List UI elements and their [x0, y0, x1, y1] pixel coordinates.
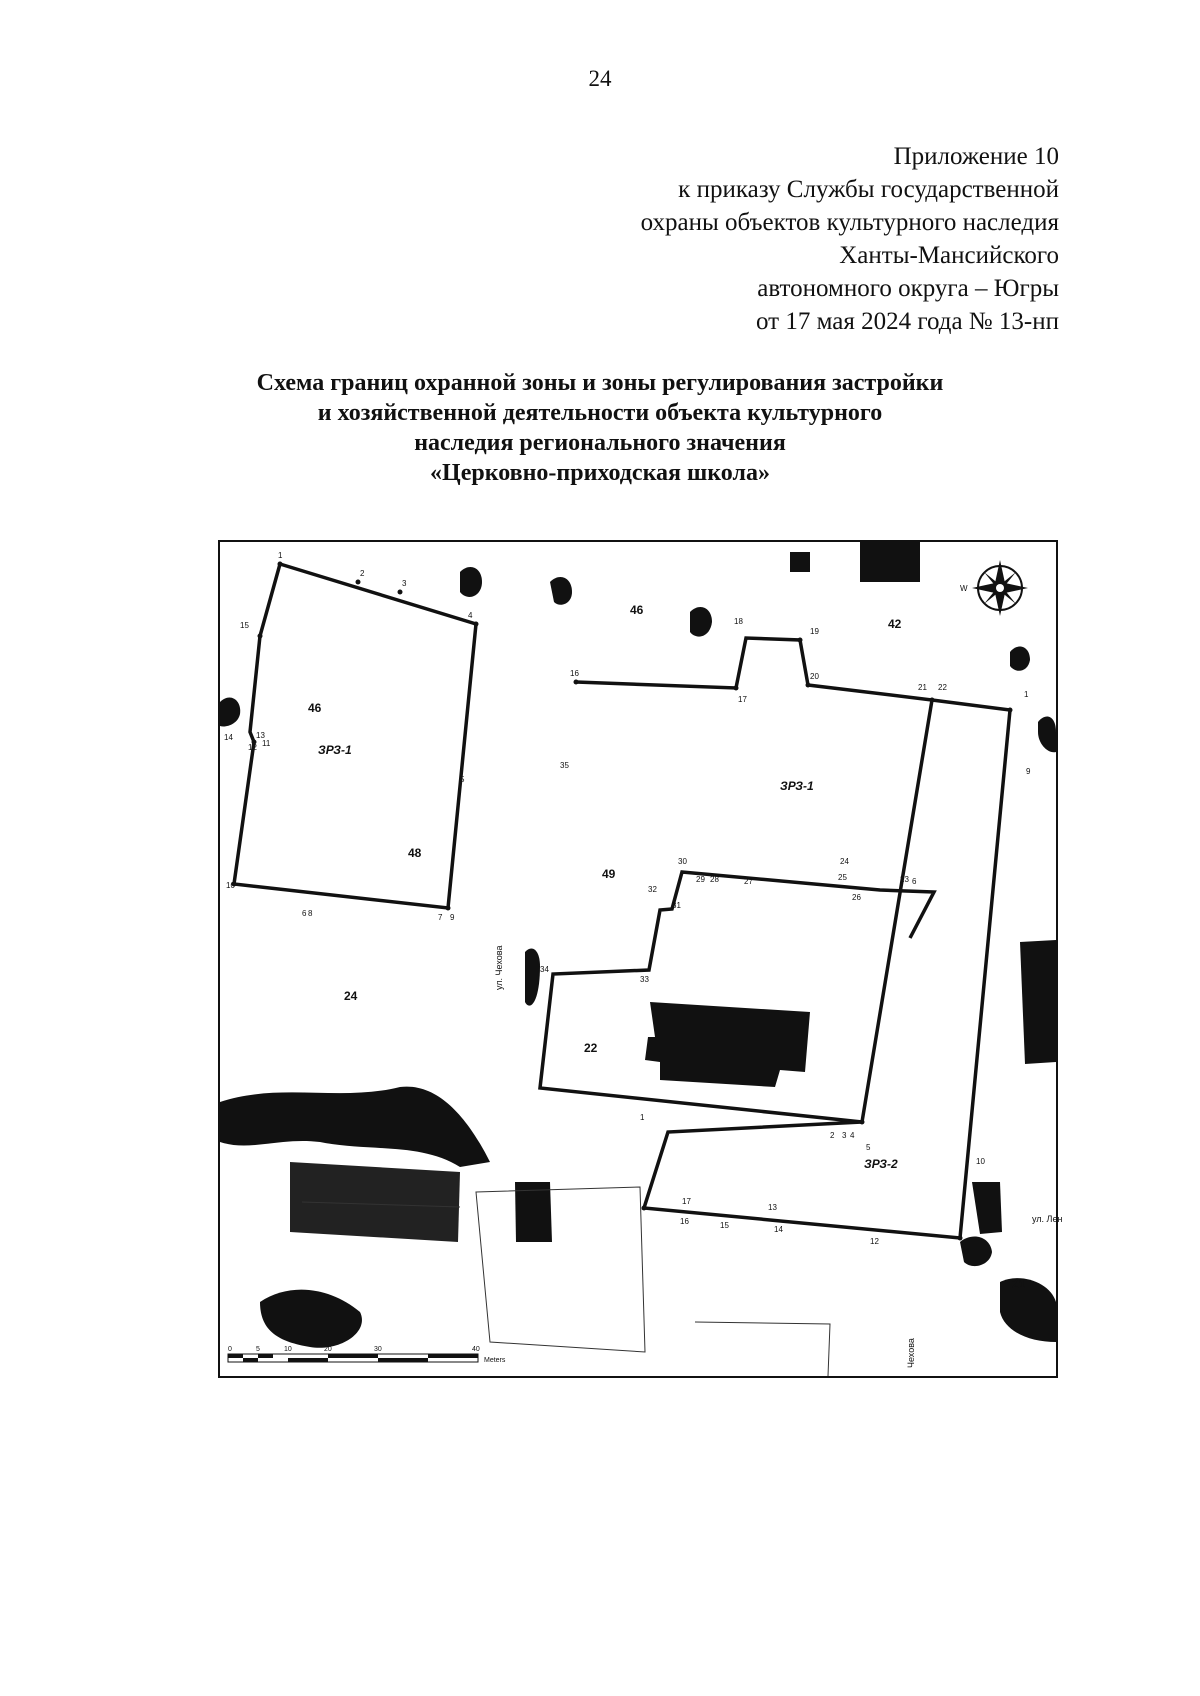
scale-unit: Meters	[484, 1357, 506, 1364]
point-label: 1	[1024, 690, 1029, 699]
point-label: 7	[438, 913, 443, 922]
point-label: 34	[540, 965, 549, 974]
street-label: Чехова	[906, 1338, 916, 1368]
plot-label: 24	[344, 989, 358, 1003]
point-label: 3	[402, 579, 407, 588]
point-label: 20	[810, 672, 819, 681]
point-label: 29	[696, 875, 705, 884]
point-label: 5	[866, 1143, 871, 1152]
map-svg	[220, 542, 1063, 1376]
title-line: и хозяйственной деятельности объекта культурного	[317, 400, 883, 426]
point-label: 11	[262, 739, 271, 748]
tree-west-street	[525, 948, 540, 1005]
point-label: 31	[672, 901, 681, 910]
point-label: 13	[256, 731, 265, 740]
building-southeast	[972, 1182, 1002, 1234]
boundary-west-zrz1	[234, 564, 476, 908]
appendix-block	[641, 140, 1059, 338]
building-east	[1020, 940, 1056, 1064]
point-label: 6	[912, 877, 917, 886]
point-label: 18	[734, 617, 743, 626]
point-label: 30	[678, 857, 687, 866]
plot-label: 23	[554, 1209, 568, 1223]
title-line: «Церковно-приходская школа»	[430, 460, 770, 486]
page-number: 24	[588, 66, 612, 91]
document-title	[0, 368, 1200, 488]
street-label: ул. Лен	[1032, 1214, 1063, 1224]
point-label: 17	[682, 1197, 691, 1206]
tree-northwest	[220, 698, 240, 727]
building-north	[860, 542, 920, 582]
point-label: 10	[226, 881, 235, 890]
scale-tick: 5	[256, 1346, 260, 1353]
zone-map	[218, 540, 1063, 1378]
tree-north-45	[690, 607, 712, 637]
plot-label: 46	[630, 603, 644, 617]
point-label: 12	[870, 1237, 879, 1246]
appendix-line: Ханты-Мансийского	[839, 242, 1059, 269]
point-label: 1	[640, 1113, 645, 1122]
map-features	[220, 542, 1056, 1348]
point-label: 2	[360, 569, 365, 578]
tree-east-upper	[1010, 646, 1030, 670]
point-label: 3	[842, 1131, 847, 1140]
point-label: 22	[938, 683, 947, 692]
appendix-line: Приложение 10	[893, 143, 1059, 170]
plot-label: 22	[584, 1041, 598, 1055]
tree-north-west-plot	[460, 567, 482, 597]
compass-letter: W	[960, 584, 968, 593]
point-label: 23	[900, 875, 909, 884]
zone-label: ЗРЗ-2	[864, 1157, 898, 1171]
point-label: 6	[302, 909, 307, 918]
point-labels	[224, 551, 1031, 1256]
scale-tick: 20	[324, 1346, 332, 1353]
point-label: 21	[918, 683, 927, 692]
boundary-zrz2-outer	[644, 700, 1010, 1238]
scale-tick: 0	[228, 1346, 232, 1353]
appendix-line: охраны объектов культурного наследия	[640, 209, 1059, 236]
point-label: 35	[560, 761, 569, 770]
scale-tick: 40	[472, 1346, 480, 1353]
plot-outline	[695, 1322, 830, 1376]
plot-label: 46	[308, 701, 322, 715]
point-label: 4	[850, 1131, 855, 1140]
plot-label: 21	[1012, 1277, 1026, 1291]
point-label: 19	[810, 627, 819, 636]
scale-tick: 10	[284, 1346, 292, 1353]
point-label: 27	[744, 877, 753, 886]
point-label: 28	[710, 875, 719, 884]
compass-rose	[960, 560, 1028, 616]
point-label: 11	[962, 1247, 971, 1256]
point-label: 1	[278, 551, 283, 560]
tree-north-central	[550, 577, 572, 605]
appendix-line: автономного округа – Югры	[757, 275, 1059, 302]
point-label: 2	[830, 1131, 835, 1140]
zone-label: ЗРЗ-1	[318, 743, 352, 757]
point-label: 15	[720, 1221, 729, 1230]
plot-label: 49	[602, 867, 616, 881]
point-label: 5	[460, 775, 465, 784]
tree-south-east-corner	[1000, 1278, 1056, 1342]
appendix-line: от 17 мая 2024 года № 13-нп	[755, 308, 1059, 335]
point-label: 9	[1026, 767, 1031, 776]
point-label: 24	[840, 857, 849, 866]
title-line: наследия регионального значения	[414, 430, 786, 456]
point-label: 10	[976, 1157, 985, 1166]
point-label: 16	[680, 1217, 689, 1226]
point-label: 15	[240, 621, 249, 630]
point-label: 12	[248, 743, 257, 752]
tree-cluster-southwest	[260, 1290, 362, 1348]
plot-label: 42	[888, 617, 902, 631]
building-north-small	[790, 552, 810, 572]
scale-tick: 30	[374, 1346, 382, 1353]
point-label: 14	[224, 733, 233, 742]
point-label: 4	[468, 611, 473, 620]
building-church	[645, 1002, 810, 1087]
point-label: 17	[738, 695, 747, 704]
street-label: ул. Чехова	[494, 945, 504, 990]
tree-cluster-south	[220, 1087, 490, 1167]
tree-east-edge	[1038, 717, 1056, 753]
point-label: 32	[648, 885, 657, 894]
title-line: Схема границ охранной зоны и зоны регулирования застройки	[256, 370, 944, 396]
point-label: 26	[852, 893, 861, 902]
point-label: 33	[640, 975, 649, 984]
scale-bar	[228, 1346, 506, 1364]
point-label: 9	[450, 913, 455, 922]
point-label: 13	[768, 1203, 777, 1212]
zone-label: ЗРЗ-1	[780, 779, 814, 793]
point-label: 25	[838, 873, 847, 882]
appendix-line: к приказу Службы государственной	[678, 176, 1059, 203]
plot-label: 48	[408, 846, 422, 860]
point-label: 8	[308, 909, 313, 918]
point-label: 16	[570, 669, 579, 678]
point-label: 14	[774, 1225, 783, 1234]
